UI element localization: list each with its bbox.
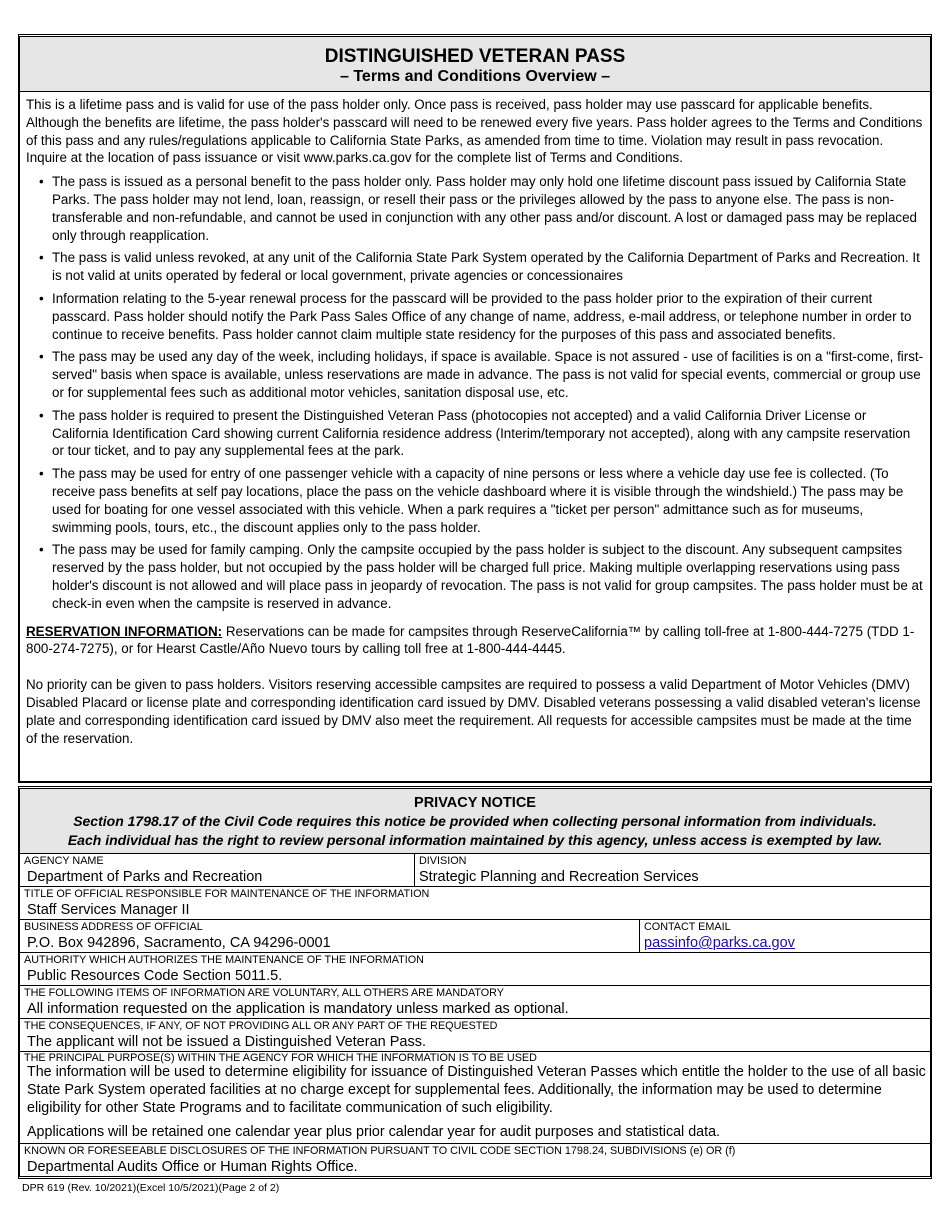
agency-name-value: Department of Parks and Recreation: [27, 869, 263, 885]
privacy-notice-section: [18, 786, 932, 1179]
retention-value: Applications will be retained one calendar year plus prior calendar year for audit purposes and statistical data.: [27, 1124, 721, 1141]
address-row: [20, 920, 930, 953]
privacy-note-line1: Section 1798.17 of the Civil Code requires this notice be provided when collecting personal information from individuals.: [73, 813, 877, 829]
terms-section: [18, 34, 932, 783]
contact-email-wrap: [644, 934, 926, 952]
reservation-info: [26, 623, 924, 659]
contact-email-label: CONTACT EMAIL: [644, 921, 731, 933]
division-cell: [414, 854, 930, 886]
terms-title: DISTINGUISHED VETERAN PASS: [324, 46, 626, 67]
business-address-label: BUSINESS ADDRESS OF OFFICIAL: [24, 921, 203, 933]
authority-value: Public Resources Code Section 5011.5.: [27, 968, 283, 984]
accessibility-info: No priority can be given to pass holders. Visitors reserving accessible campsites are required to possess a valid Department of Motor Vehicles (DMV) Disabled Placard or license plate and corresponding identification card issued by DMV. Disabled veterans possessing a valid disabled veteran's license plate and corresponding identification card issued by DMV also meet the requirement. All requests for accessible campsites must be made at the time of the reservation.: [26, 677, 921, 746]
purpose-row: [20, 1052, 930, 1144]
disclosures-row: [20, 1144, 930, 1176]
official-title-row: [20, 887, 930, 920]
terms-header: [20, 37, 930, 92]
consequences-value: The applicant will not be issued a Distinguished Veteran Pass.: [27, 1034, 426, 1050]
voluntary-row: [20, 986, 930, 1019]
form-page: [18, 34, 932, 1176]
terms-bullet: • Information relating to the 5-year renewal process for the passcard will be provided to the pass holder prior to the expiration of their current passcard. Pass holder should notify the Park Pass Sales Office of any change of name, address, e-mail address, or telephone number in order to continue to receive benefits. Pass holder cannot claim multiple state residency for the purposes of this pass and associated benefits.: [39, 290, 924, 343]
reservation-label: RESERVATION INFORMATION:: [26, 623, 223, 639]
division-label: DIVISION: [419, 855, 467, 867]
spacer: [24, 1117, 926, 1124]
terms-bullet: • The pass may be used any day of the week, including holidays, if space is available. Space is not assured - use of facilities is on a "first-come, first-served" basis when space is available, unless reservations are made in advance. The pass is not valid for special events, commercial or group use or for supplemental fees such as additional motor vehicles, sanitation disposal use, etc.: [39, 348, 924, 401]
official-title-label: TITLE OF OFFICIAL RESPONSIBLE FOR MAINTENANCE OF THE INFORMATION: [24, 888, 430, 900]
consequences-row: [20, 1019, 930, 1052]
purpose-value: The information will be used to determine eligibility for issuance of Distinguished Veteran Passes which entitle the holder to the use of all basic State Park System operated facilities at no charge except for supplemental fees. Additionally, the information may be used to determine eligibility for other State Programs and to facilitate communication of such eligibility.: [27, 1064, 926, 1116]
consequences-cell: [20, 1019, 930, 1051]
voluntary-label: THE FOLLOWING ITEMS OF INFORMATION ARE VOLUNTARY, ALL OTHERS ARE MANDATORY: [24, 987, 504, 999]
authority-cell: [20, 953, 930, 985]
authority-row: [20, 953, 930, 986]
form-footer: DPR 619 (Rev. 10/2021)(Excel 10/5/2021)(Page 2 of 2): [22, 1182, 280, 1194]
terms-intro: This is a lifetime pass and is valid for use of the pass holder only. Once pass is received, pass holder may use passcard for applicable benefits. Although the benefits are lifetime, the pass holder's passcard will need to be renewed every five years. Pass holder agrees to the Terms and Conditions of this pass and any rules/regulations applicable to California State Parks, as amended from time to time. Violation may result in pass revocation. Inquire at the location of pass issuance or visit www.parks.ca.gov for the complete list of Terms and Conditions.: [26, 97, 923, 166]
official-title-value: Staff Services Manager II: [27, 902, 190, 918]
business-address-value: P.O. Box 942896, Sacramento, CA 94296-0001: [27, 935, 331, 951]
official-title-cell: [20, 887, 930, 919]
privacy-note-line2: Each individual has the right to review personal information maintained by this agency, unless access is exempted by law.: [67, 832, 883, 848]
agency-name-label: AGENCY NAME: [24, 855, 104, 867]
disclosures-cell: [20, 1144, 930, 1176]
agency-cell: [20, 854, 414, 886]
division-value: Strategic Planning and Recreation Services: [419, 869, 699, 885]
contact-email-link[interactable]: passinfo@parks.ca.gov: [644, 935, 795, 951]
voluntary-cell: [20, 986, 930, 1018]
email-cell: [639, 920, 930, 952]
privacy-title: PRIVACY NOTICE: [414, 795, 536, 811]
terms-bullet: • The pass is issued as a personal benefit to the pass holder only. Pass holder may only hold one lifetime discount pass issued by California State Parks. The pass holder may not lend, loan, reassign, or resell their pass or the privileges allowed by the pass to anyone else. The pass is non-transferable and non-refundable, and cannot be used in conjunction with any other pass and/or discount. A lost or damaged pass may be replaced only through reapplication.: [39, 173, 924, 244]
authority-label: AUTHORITY WHICH AUTHORIZES THE MAINTENANCE OF THE INFORMATION: [24, 954, 424, 966]
disclosures-value: Departmental Audits Office or Human Rights Office.: [27, 1159, 358, 1176]
purpose-cell: [20, 1052, 930, 1143]
terms-bullet: • The pass holder is required to present the Distinguished Veteran Pass (photocopies not accepted) and a valid California Driver License or California Identification Card showing current California residence address (Interim/temporary not accepted), along with any campsite reservation or tour ticket, and to pay any supplemental fees at the park.: [39, 407, 924, 460]
terms-body: [20, 92, 930, 747]
reservation-text: Reservations can be made for campsites through ReserveCalifornia™ by calling toll-free at 1-800-444-7275 (TDD 1-800-274-7275), or for Hearst Castle/Año Nuevo tours by calling toll free at 1-800-444-4445.: [26, 623, 915, 657]
consequences-label: THE CONSEQUENCES, IF ANY, OF NOT PROVIDING ALL OR ANY PART OF THE REQUESTED: [24, 1020, 498, 1032]
terms-bullet-list: [26, 173, 924, 612]
terms-subtitle: – Terms and Conditions Overview –: [340, 68, 610, 85]
terms-bullet: • The pass may be used for entry of one passenger vehicle with a capacity of nine persons or less where a vehicle day use fee is collected. (To receive pass benefits at self pay locations, place the pass on the vehicle dashboard where it is visible through the windshield.) The pass may be used for boating for one vessel associated with this vehicle. When a park requires a "ticket per person" admittance such as for museums, swimming pools, tours, etc., the discount applies only to the pass holder.: [39, 465, 924, 536]
disclosures-label: KNOWN OR FORESEEABLE DISCLOSURES OF THE INFORMATION PURSUANT TO CIVIL CODE SECTION 1798.24, SUBDIVISIONS (e) OR (f): [24, 1145, 736, 1158]
purpose-label: THE PRINCIPAL PURPOSE(S) WITHIN THE AGENCY FOR WHICH THE INFORMATION IS TO BE USED: [24, 1052, 537, 1064]
voluntary-value: All information requested on the application is mandatory unless marked as optional.: [27, 1001, 569, 1017]
address-cell: [20, 920, 639, 952]
agency-row: [20, 854, 930, 887]
terms-bullet: • The pass may be used for family camping. Only the campsite occupied by the pass holder is subject to the discount. Any subsequent campsites reserved by the pass holder, but not occupied by the pass holder will be charged full price. Making multiple overlapping reservations using pass holder's discount is not allowed and will place pass in jeopardy of revocation. The pass is not valid for group campsites. The pass holder must be at check-in even when the campsite is reserved in advance.: [39, 541, 924, 612]
terms-bullet: • The pass is valid unless revoked, at any unit of the California State Park System operated by the California Department of Parks and Recreation. It is not valid at units operated by federal or local government, private agencies or concessionaires: [39, 249, 924, 285]
privacy-header: [20, 789, 930, 854]
